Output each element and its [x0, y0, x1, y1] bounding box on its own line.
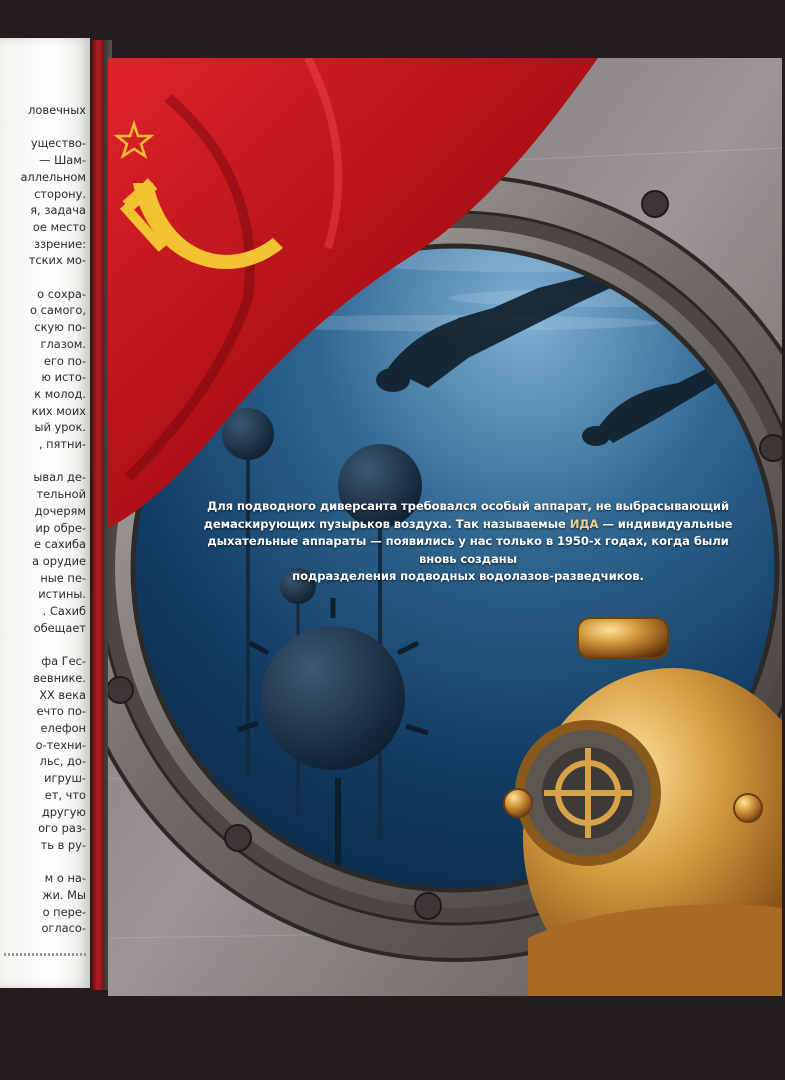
left-page-line: глазом.	[40, 336, 86, 351]
left-page-line: другую	[41, 804, 86, 819]
left-page-line: а орудие	[32, 553, 86, 568]
left-page-line: истины.	[38, 587, 86, 602]
caption-line-2	[188, 516, 748, 534]
left-page-line: вевнике.	[33, 670, 86, 685]
caption-line-1: Для подводного диверсанта требовался особый аппарат, не выбрасывающий	[207, 499, 729, 513]
left-page-line: фа Гес-	[41, 654, 86, 669]
caption-line-2b: — индивидуальные	[598, 516, 733, 531]
left-page-line: игруш-	[44, 771, 86, 786]
left-page-line: ого раз-	[38, 821, 86, 836]
left-page-line: жи. Мы	[42, 888, 86, 903]
left-page-line: XX века	[39, 687, 86, 702]
left-page-line: . Сахиб	[42, 604, 86, 619]
ribbon-bookmark	[92, 40, 104, 990]
left-page-line	[0, 119, 89, 136]
left-page-line: ир обре-	[35, 520, 86, 535]
left-page-line: ю исто-	[41, 370, 86, 385]
left-page-line: к молод.	[34, 386, 86, 401]
left-page-line: о самого,	[30, 303, 86, 318]
left-page-line	[0, 854, 89, 871]
left-page-line: о сохра-	[37, 286, 86, 301]
left-page-line: ый урок.	[34, 420, 86, 435]
left-page-line: его по-	[43, 353, 86, 368]
left-page-footer-rule	[4, 953, 86, 956]
left-page	[0, 38, 90, 988]
left-page-text	[0, 102, 89, 937]
left-page-line: тских мо-	[28, 253, 86, 268]
caption-line-3: дыхательные аппараты — появились у нас только в 1950-х годах, когда были вновь созданы	[207, 534, 729, 566]
left-page-line: дочерям	[34, 503, 86, 518]
left-page-line: сторону.	[34, 186, 86, 201]
left-page-line: обещает	[33, 620, 86, 635]
left-page-line: ывал де-	[33, 470, 86, 485]
left-page-line: ные пе-	[40, 570, 86, 585]
left-page-line: ких моих	[31, 403, 86, 418]
left-page-line: огласо-	[41, 921, 86, 936]
left-page-line	[0, 453, 89, 470]
left-page-line: ззрение:	[33, 236, 86, 251]
left-page-line: е сахиба	[33, 537, 86, 552]
left-page-line	[0, 269, 89, 286]
left-page-line: , пятни-	[38, 437, 86, 452]
right-page-illustration	[108, 58, 782, 996]
left-page-line: о пере-	[42, 904, 86, 919]
left-page-line: я, задача	[30, 203, 86, 218]
left-page-line	[0, 637, 89, 654]
left-page-line: ущество-	[30, 136, 86, 151]
left-page-line: аллельном	[20, 169, 86, 184]
illustration-caption	[188, 498, 748, 586]
left-page-line: о-техни-	[35, 737, 86, 752]
left-page-line: скую по-	[34, 320, 86, 335]
left-page-line: льс, до-	[39, 754, 86, 769]
caption-line-2a: демаскирующих пузырьков воздуха. Так называемые	[203, 516, 570, 531]
caption-highlight-ida: ИДА	[569, 516, 599, 531]
left-page-line: ловечных	[28, 103, 86, 117]
left-page-line: м о на-	[44, 871, 86, 886]
left-page-line: ет, что	[44, 787, 86, 802]
left-page-line: тельной	[36, 487, 86, 502]
left-page-line: ое место	[32, 219, 86, 234]
caption-line-4: подразделения подводных водолазов-разведчиков.	[292, 569, 644, 583]
left-page-line: елефон	[40, 721, 86, 736]
left-page-line: ечто по-	[36, 704, 86, 719]
left-page-line: ть в ру-	[40, 837, 86, 852]
left-page-line: — Шам-	[39, 153, 86, 168]
